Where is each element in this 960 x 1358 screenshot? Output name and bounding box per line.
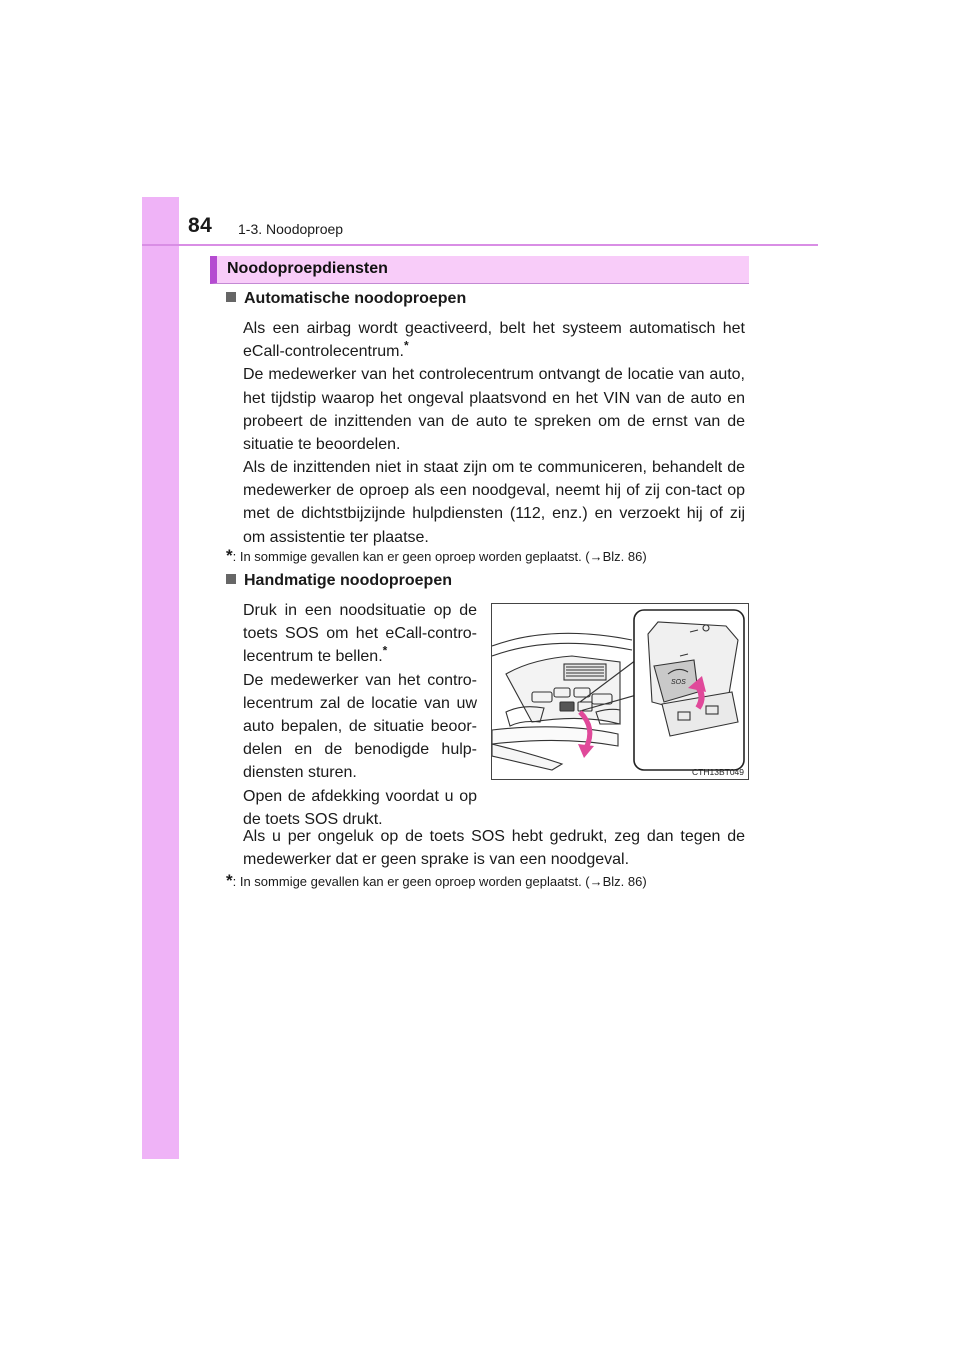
automatic-p1-rest: De medewerker van het controlecentrum ontvangt de locatie van auto, het tijdstip waarop het ongeval plaatsvond en het VIN van de auto en probeert de inzittenden van de auto te spreken om de ernst van de situatie te beoordelen. — [243, 366, 745, 454]
automatic-p1-line2-text: eCall-controlecentrum. — [243, 343, 404, 361]
footnote-automatic-text: : In sommige gevallen kan er geen oproep worden geplaatst. (→Blz. 86) — [232, 549, 647, 564]
footnote-marker: * — [403, 338, 409, 353]
page-number: 84 — [188, 214, 213, 237]
chapter-title: 1-3. Noodoproep — [238, 221, 344, 237]
footnote-automatic — [226, 546, 647, 566]
overhead-console-drawing — [492, 604, 748, 779]
automatic-p1-line1: Als een airbag wordt geactiveerd, belt het systeem automatisch het — [243, 320, 745, 337]
subheading-manual — [226, 572, 452, 590]
subheading-automatic-text: Automatische noodoproepen — [244, 290, 467, 307]
header-rule — [142, 244, 818, 246]
manual-p1-end: Open de afdekking voordat u op de toets SOS drukt. — [243, 787, 477, 828]
section-title: Noodoproepdiensten — [227, 260, 388, 277]
manual-p1-lead: Druk in een noodsituatie op de toets SOS om het eCall-contro-lecentrum te bellen. — [243, 602, 477, 666]
automatic-paragraph-2: Als de inzittenden niet in staat zijn om te communiceren, behandelt de medewerker de oproep als een noodgeval, neemt hij of zij con-tact op met de dichtstbijzijnde hulpdiensten (112, enz.) en verzoekt hij of zij om assistentie ter plaatse. — [243, 459, 745, 546]
manual-p1-lead-line — [243, 599, 477, 669]
square-bullet-icon — [226, 574, 236, 584]
figure-code: CTH13BT049 — [692, 767, 744, 777]
sos-label: SOS — [671, 679, 686, 686]
manual-p1-rest: De medewerker van het contro-lecentrum zal de locatie van uw auto bepalen, de situatie beoor-delen en de benodigde hulp-diensten sturen. — [243, 671, 477, 782]
manual-paragraph-2: Als u per ongeluk op de toets SOS hebt gedrukt, zeg dan tegen de medewerker dat er geen sprake is van een noodgeval. — [243, 828, 745, 869]
subheading-manual-text: Handmatige noodoproepen — [244, 572, 452, 589]
subheading-automatic — [226, 290, 466, 308]
automatic-p1-line2 — [243, 340, 745, 363]
footnote-marker: * — [382, 644, 388, 659]
footnote-manual-text: : In sommige gevallen kan er geen oproep worden geplaatst. (→Blz. 86) — [232, 874, 647, 889]
footnote-star: * — [226, 546, 233, 565]
square-bullet-icon — [226, 292, 236, 302]
footnote-manual — [226, 871, 647, 891]
section-header — [210, 256, 749, 284]
sos-button-illustration — [491, 603, 749, 780]
manual-paragraph-1 — [243, 599, 477, 831]
automatic-paragraph-1 — [243, 317, 745, 456]
side-band — [142, 197, 179, 1159]
footnote-star: * — [226, 871, 233, 890]
